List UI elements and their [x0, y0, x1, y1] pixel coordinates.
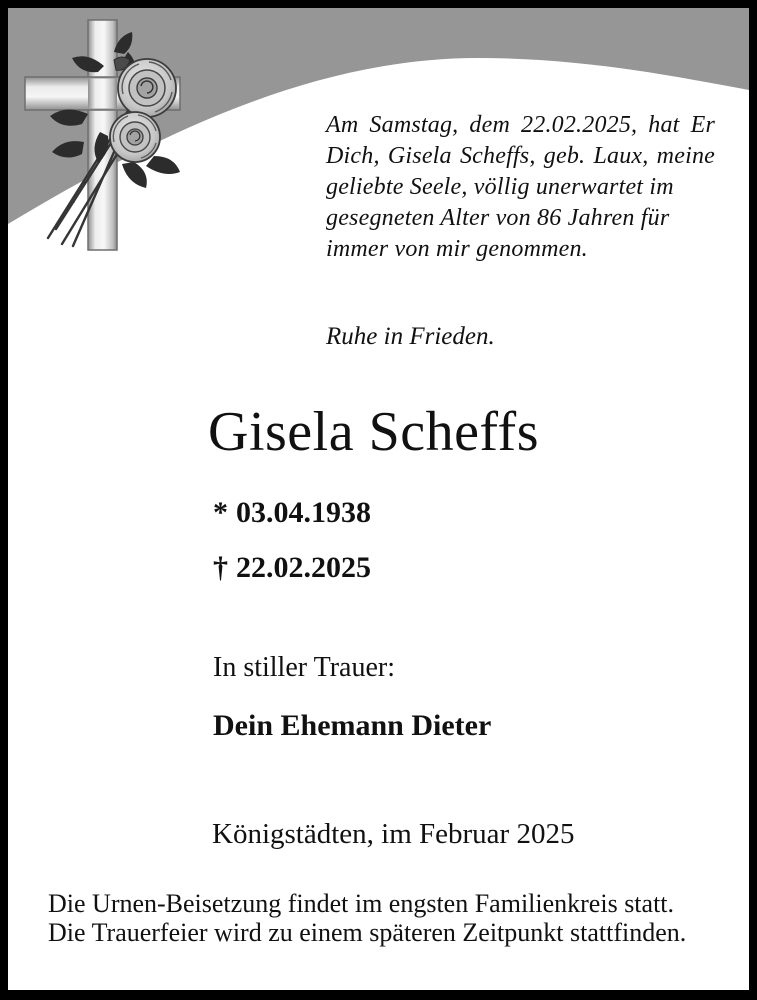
cross-with-roses-icon [18, 14, 203, 269]
rose-upper [118, 59, 176, 117]
intro-line: geliebte Seele, völlig unerwartet im [326, 174, 674, 200]
funeral-info-note [48, 889, 728, 947]
born-asterisk-symbol: * [213, 496, 228, 529]
death-date: 22.02.2025 [236, 551, 371, 584]
birth-date: 03.04.1938 [236, 496, 371, 529]
deceased-name: Gisela Scheffs [208, 401, 539, 463]
place-date-line: Königstädten, im Februar 2025 [212, 818, 575, 850]
mourning-label: In stiller Trauer: [213, 652, 395, 683]
mourner-name: Dein Ehemann Dieter [213, 709, 492, 742]
funeral-info-line: Die Urnen-Beisetzung findet im engsten Familienkreis statt. [48, 889, 675, 918]
intro-line: gesegneten Alter von 86 Jahren für [326, 205, 670, 231]
epitaph-text: Ruhe in Frieden. [326, 323, 495, 350]
rose-lower [110, 112, 160, 162]
birth-date-line [213, 498, 371, 528]
death-date-line [213, 553, 371, 583]
intro-paragraph [326, 110, 715, 265]
funeral-info-line: Die Trauerfeier wird zu einem späteren Zeitpunkt stattfinden. [48, 918, 687, 947]
obituary-content-area [8, 8, 749, 990]
died-dagger-symbol: † [213, 551, 228, 584]
intro-line: immer von mir genommen. [326, 236, 588, 262]
intro-line: Dich, Gisela Scheffs, geb. Laux, meine [326, 143, 715, 169]
intro-line: Am Samstag, dem 22.02.2025, hat Er [326, 112, 715, 138]
